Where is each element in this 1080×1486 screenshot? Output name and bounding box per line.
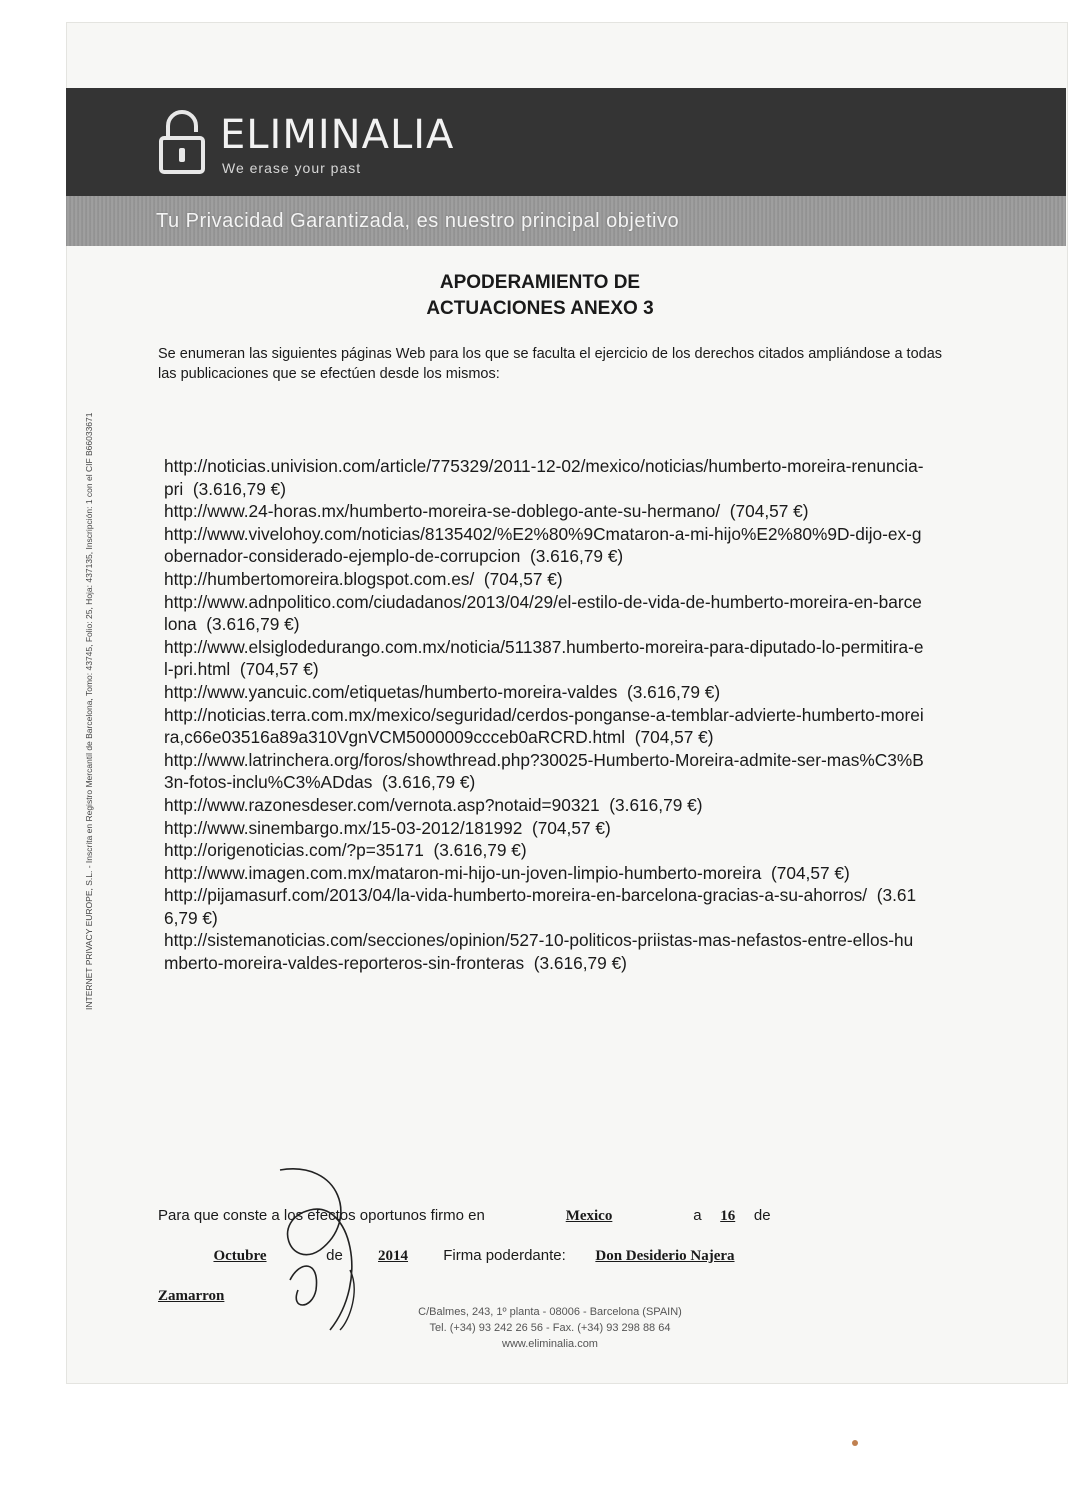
form-firma-label: Firma poderdante: — [443, 1247, 566, 1264]
registry-side-note: INTERNET PRIVACY EUROPE, S.L. - Inscrita en Registro Mercantil de Barcelona, Tomo: 43745, Folio: 25, Hoja: 437135, Inscripción: 1 con el CIF B66033671 — [84, 412, 94, 1010]
url-entry — [164, 523, 924, 568]
url-amount: (3.616,79 €) — [433, 840, 527, 861]
url-entry — [164, 636, 924, 681]
footer-contact — [390, 1304, 710, 1352]
brand-tagline: We erase your past — [222, 160, 362, 176]
form-lead: Para que conste a los efectos oportunos firmo en — [158, 1207, 485, 1224]
url-amount: (3.616,79 €) — [609, 794, 703, 815]
scan-speck — [852, 1440, 858, 1446]
url-amount: (704,57 €) — [729, 501, 809, 522]
header-banner — [66, 88, 1066, 246]
url-entry — [164, 591, 924, 636]
footer-web: www.eliminalia.com — [502, 1338, 598, 1350]
form-signer-name-2: Zamarron — [158, 1288, 225, 1304]
url-list — [164, 455, 924, 975]
form-de-1: de — [753, 1207, 771, 1224]
form-day: 16 — [720, 1208, 736, 1224]
url-text: http://noticias.terra.com.mx/mexico/seguridad/cerdos-ponganse-a-temblar-advierte-humberto-moreira,c66e03516a89a310VgnVCM5000009ccceb0aRCRD.html — [164, 704, 924, 748]
url-amount: (704,57 €) — [634, 727, 714, 748]
url-text: http://www.24-horas.mx/humberto-moreira-se-doblego-ante-su-hermano/ — [164, 501, 721, 522]
url-entry — [164, 704, 924, 749]
url-entry — [164, 455, 924, 500]
title-line-2: ACTUACIONES ANEXO 3 — [426, 298, 654, 319]
form-line-1 — [158, 1196, 1018, 1236]
banner-dark-band — [66, 88, 1066, 196]
url-text: http://www.elsiglodedurango.com.mx/noticia/511387.humberto-moreira-para-diputado-lo-permitira-el-pri.html — [164, 636, 924, 680]
url-amount: (3.616,79 €) — [192, 478, 287, 499]
form-city: Mexico — [565, 1208, 613, 1224]
url-entry — [164, 568, 924, 591]
form-de-2: de — [326, 1247, 343, 1264]
form-a: a — [693, 1207, 702, 1224]
brand-name: ELIMINALIA — [220, 112, 455, 158]
url-entry — [164, 794, 924, 817]
url-entry — [164, 839, 924, 862]
url-text: http://noticias.univision.com/article/775329/2011-12-02/mexico/noticias/humberto-moreira-renuncia-pri — [164, 456, 924, 499]
form-month: Octubre — [213, 1248, 267, 1264]
footer-phone: Tel. (+34) 93 242 26 56 - Fax. (+34) 93 298 88 64 — [429, 1322, 671, 1334]
url-amount: (704,57 €) — [239, 659, 319, 680]
footer-address: C/Balmes, 243, 1º planta - 08006 - Barcelona (SPAIN) — [418, 1306, 682, 1318]
url-amount: (704,57 €) — [770, 862, 850, 883]
url-amount: (3.616,79 €) — [533, 953, 627, 974]
title-line-1: APODERAMIENTO DE — [439, 272, 641, 293]
form-line-2 — [158, 1236, 1018, 1276]
signature-form — [158, 1196, 1018, 1316]
url-text: http://www.adnpolitico.com/ciudadanos/2013/04/29/el-estilo-de-vida-de-humberto-moreira-en-barcelona — [164, 591, 922, 635]
url-amount: (3.616,79 €) — [626, 681, 721, 702]
url-entry — [164, 929, 924, 974]
url-text: http://sistemanoticias.com/secciones/opinion/527-10-politicos-priistas-mas-nefastos-entre-ellos-humberto-moreira-valdes-reporteros-sin-fronteras — [164, 930, 914, 974]
url-entry — [164, 500, 924, 523]
url-amount: (3.616,79 €) — [382, 772, 476, 793]
document-title — [0, 270, 1080, 322]
padlock-logo-icon — [158, 108, 206, 176]
url-amount: (704,57 €) — [531, 817, 611, 838]
url-text: http://www.yancuic.com/etiquetas/humberto-moreira-valdes — [164, 681, 618, 702]
form-year: 2014 — [378, 1248, 409, 1264]
url-entry — [164, 681, 924, 704]
intro-paragraph: Se enumeran las siguientes páginas Web para los que se faculta el ejercicio de los derechos citados ampliándose a todas las publicaciones que se efectúen desde los mismos: — [158, 346, 943, 382]
url-amount: (704,57 €) — [483, 568, 563, 589]
url-entry — [164, 749, 924, 794]
url-text: http://origenoticias.com/?p=35171 — [164, 840, 424, 861]
url-entry — [164, 884, 924, 929]
form-signer-name: Don Desiderio Najera — [595, 1248, 735, 1264]
url-entry — [164, 817, 924, 840]
url-text: http://www.latrinchera.org/foros/showthread.php?30025-Humberto-Moreira-admite-ser-mas%C3%B3n-fotos-inclu%C3%ADdas — [164, 749, 924, 793]
url-text: http://www.razonesdeser.com/vernota.asp?notaid=90321 — [164, 794, 600, 815]
url-amount: (3.616,79 €) — [164, 885, 917, 928]
url-amount: (3.616,79 €) — [530, 546, 624, 567]
banner-slogan: Tu Privacidad Garantizada, es nuestro principal objetivo — [156, 210, 680, 232]
url-amount: (3.616,79 €) — [206, 614, 300, 635]
url-text: http://humbertomoreira.blogspot.com.es/ — [164, 568, 475, 589]
url-text: http://www.sinembargo.mx/15-03-2012/181992 — [164, 817, 523, 838]
url-text: http://www.vivelohoy.com/noticias/8135402/%E2%80%9Cmataron-a-mi-hijo%E2%80%9D-dijo-ex-gobernador-considerado-ejemplo-de-corrupcion — [164, 523, 922, 567]
url-text: http://www.imagen.com.mx/mataron-mi-hijo-un-joven-limpio-humberto-moreira — [164, 862, 762, 883]
url-text: http://pijamasurf.com/2013/04/la-vida-humberto-moreira-en-barcelona-gracias-a-su-ahorros/ — [164, 885, 868, 906]
url-entry — [164, 862, 924, 885]
